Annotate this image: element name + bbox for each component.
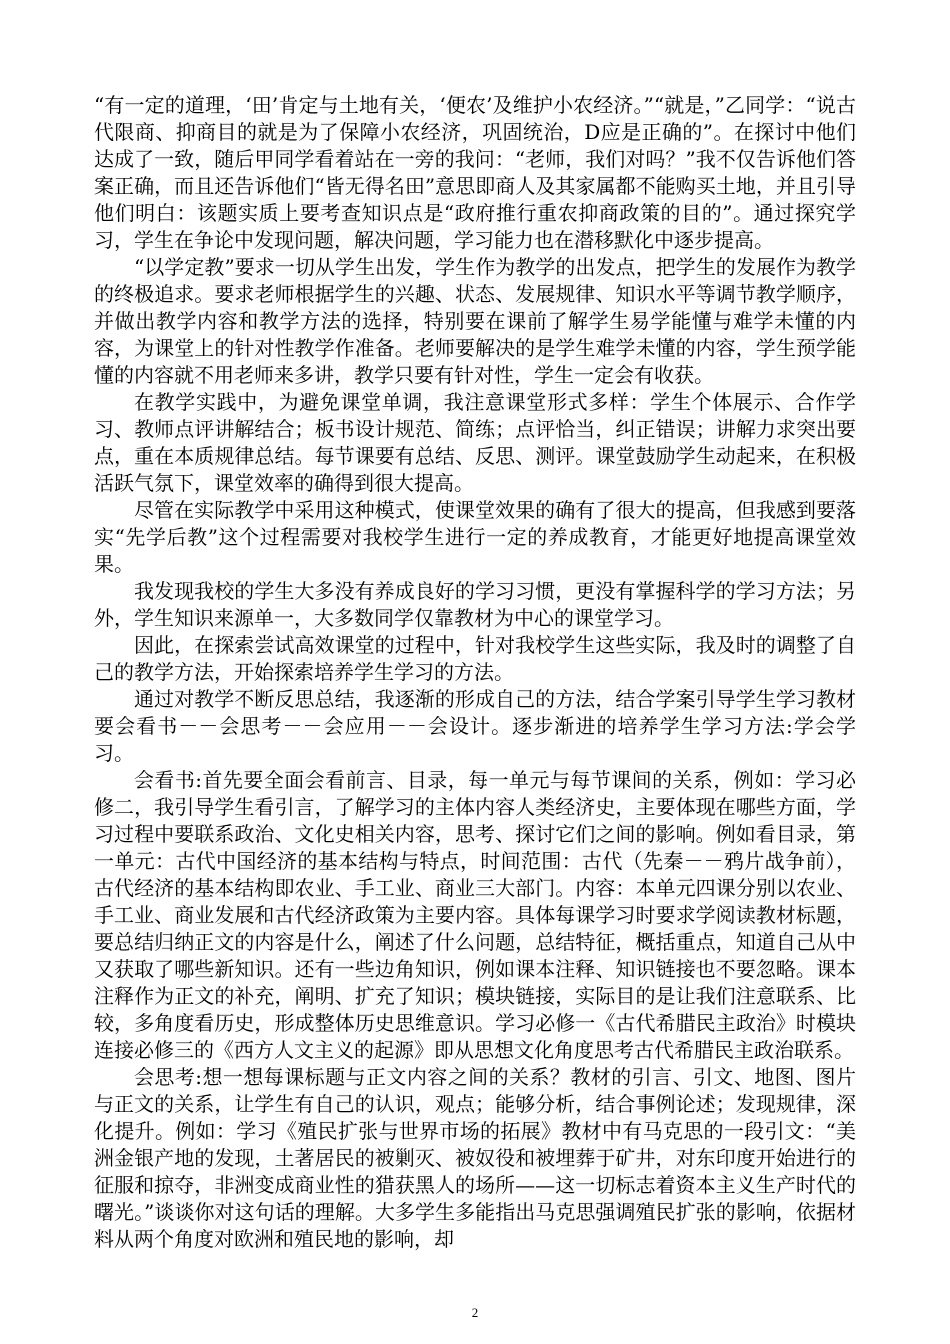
paragraph-4: 尽管在实际教学中采用这种模式，使课堂效果的确有了很大的提高，但我感到要落实“先学后教”这个过程需要对我校学生进行一定的养成教育，才能更好地提高课堂效果。 xyxy=(94,498,856,576)
paragraph-7: 通过对教学不断反思总结，我逐渐的形成自己的方法，结合学案引导学生学习教材要会看书－－会思考－－会应用－－会设计。逐步渐进的培养学生学习方法:学会学习。 xyxy=(94,687,856,765)
paragraph-9: 会思考:想一想每课标题与正文内容之间的关系？教材的引言、引文、地图、图片与正文的关系，让学生有自己的认识，观点；能够分析，结合事例论述；发现规律，深化提升。例如：学习《殖民扩张与世界市场的拓展》教材中有马克思的一段引文：“美洲金银产地的发现，土著居民的被剿灭、被奴役和被埋葬于矿井，对东印度开始进行的征服和掠夺，非洲变成商业性的猎获黑人的场所——这一切标志着资本主义生产时代的曙光。”谈谈你对这句话的理解。大多学生多能指出马克思强调殖民扩张的影响，依据材料从两个角度对欧洲和殖民地的影响，却 xyxy=(94,1065,856,1251)
page-number: 2 xyxy=(471,1305,479,1320)
paragraph-1: “有一定的道理，‘田’肯定与土地有关，‘便农’及维护小农经济。”“就是，”乙同学：“说古代限商、抑商目的就是为了保障小农经济，巩固统治，D应是正确的”。在探讨中他们达成了一致，随后甲同学看着站在一旁的我问：“老师，我们对吗？”我不仅告诉他们答案正确，而且还告诉他们“皆无得名田”意思即商人及其家属都不能购买土地，并且引导他们明白：该题实质上要考查知识点是“政府推行重农抑商政策的目的”。通过探究学习，学生在争论中发现问题，解决问题，学习能力也在潜移默化中逐步提高。 xyxy=(94,93,856,252)
paragraph-2: “以学定教”要求一切从学生出发，学生作为教学的出发点，把学生的发展作为教学的终极追求。要求老师根据学生的兴趣、状态、发展规律、知识水平等调节教学顺序，并做出教学内容和教学方法的选择，特别要在课前了解学生易学能懂与难学未懂的内容，为课堂上的针对性教学作准备。老师要解决的是学生难学未懂的内容，学生预学能懂的内容就不用老师来多讲，教学只要有针对性，学生一定会有收获。 xyxy=(94,255,856,387)
document-body xyxy=(94,92,856,1253)
paragraph-5: 我发现我校的学生大多没有养成良好的学习习惯，更没有掌握科学的学习方法；另外，学生知识来源单一，大多数同学仅靠教材为中心的课堂学习。 xyxy=(94,579,856,630)
paragraph-3: 在教学实践中，为避免课堂单调，我注意课堂形式多样：学生个体展示、合作学习、教师点评讲解结合；板书设计规范、简练；点评恰当，纠正错误；讲解力求突出要点，重在本质规律总结。每节课要有总结、反思、测评。课堂鼓励学生动起来，在积极活跃气氛下，课堂效率的确得到很大提高。 xyxy=(94,390,856,495)
paragraph-6: 因此，在探索尝试高效课堂的过程中，针对我校学生这些实际，我及时的调整了自己的教学方法，开始探索培养学生学习的方法。 xyxy=(94,633,856,684)
paragraph-8: 会看书:首先要全面会看前言、目录，每一单元与每节课间的关系，例如：学习必修二，我引导学生看引言，了解学习的主体内容人类经济史，主要体现在哪些方面，学习过程中要联系政治、文化史相关内容，思考、探讨它们之间的影响。例如看目录，第一单元：古代中国经济的基本结构与特点，时间范围：古代（先秦－－鸦片战争前），古代经济的基本结构即农业、手工业、商业三大部门。内容：本单元四课分别以农业、手工业、商业发展和古代经济政策为主要内容。具体每课学习时要求学阅读教材标题，要总结归纳正文的内容是什么，阐述了什么问题，总结特征，概括重点，知道自己从中又获取了哪些新知识。还有一些边角知识，例如课本注释、知识链接也不要忽略。课本注释作为正文的补充，阐明、扩充了知识；模块链接，实际目的是让我们注意联系、比较，多角度看历史，形成整体历史思维意识。学习必修一《古代希腊民主政治》时模块连接必修三的《西方人文主义的起源》即从思想文化角度思考古代希腊民主政治联系。 xyxy=(94,768,856,1062)
